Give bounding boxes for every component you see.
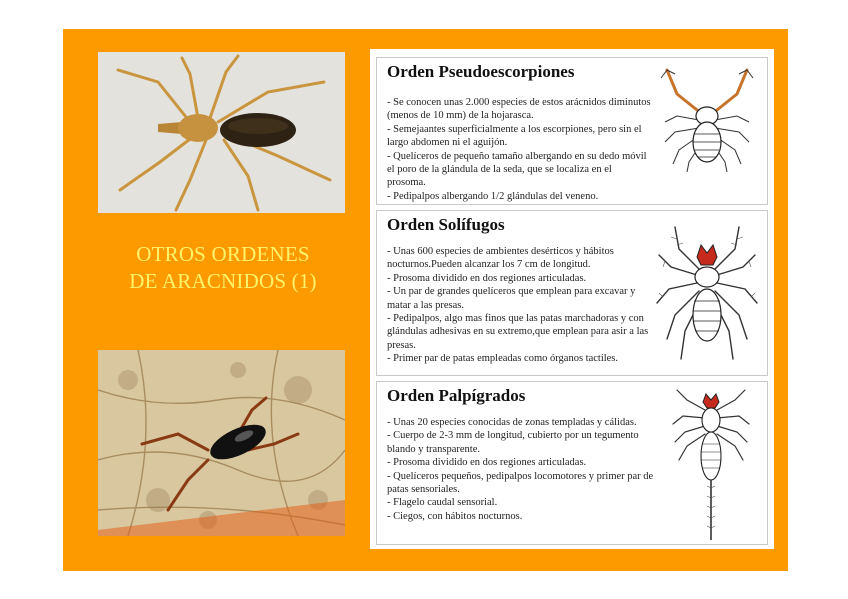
section-heading: Orden Pseudoescorpiones xyxy=(387,62,575,81)
list-item: - Prosoma dividido en dos regiones articuladas. xyxy=(387,272,587,284)
slide-title-line-1: OTROS ORDENES xyxy=(136,242,310,266)
section-heading: Orden Solífugos xyxy=(387,215,505,234)
section-palpigrados xyxy=(376,381,768,545)
list-item: - Unas 20 especies conocidas de zonas templadas y cálidas. xyxy=(387,417,637,428)
list-item: - Pedipalpos albergando 1/2 glándulas del veneno. xyxy=(387,190,599,202)
list-item: - Se conocen unas 2.000 especies de estos arácnidos diminutos (menos de 10 mm) de la hojarasca. xyxy=(387,97,651,122)
solifuge-illustration xyxy=(655,219,759,369)
slide-title-line-2: DE ARACNIDOS (1) xyxy=(129,269,317,293)
section-points xyxy=(387,96,653,203)
list-item: - Flagelo caudal sensorial. xyxy=(387,497,498,509)
list-item: - Quelíceros pequeños, pedipalpos locomotores y primer par de patas sensoriales. xyxy=(387,470,654,496)
section-points xyxy=(387,245,649,366)
slide xyxy=(63,29,788,571)
pseudoscorpion-illustration xyxy=(657,64,757,174)
section-heading: Orden Palpígrados xyxy=(387,386,526,405)
list-item: - Ciegos, con hábitos nocturnos. xyxy=(387,510,523,522)
list-item: - Quelíceros de pequeño tamaño albergando en su dedo móvil el poro de la glándula de la seda, que se localiza en el prosoma. xyxy=(387,150,647,189)
info-panel xyxy=(370,49,774,549)
list-item: - Prosoma dividido en dos regiones articuladas. xyxy=(387,457,587,469)
solifuge-photo xyxy=(98,52,345,213)
list-item: - Semejaantes superficialmente a los escorpiones, pero sin el largo abdomen ni el aguijón. xyxy=(387,123,642,149)
section-solifugos xyxy=(376,210,768,376)
section-pseudoescorpiones xyxy=(376,57,768,205)
section-points xyxy=(387,416,657,523)
list-item: - Primer par de patas empleadas como órganos tactiles. xyxy=(387,353,619,365)
palpigrade-illustration xyxy=(671,384,751,544)
slide-title xyxy=(103,241,343,295)
list-item: - Un par de grandes quelíceros que emplean para excavar y matar a las presas. xyxy=(387,286,636,311)
list-item: - Pedipalpos, algo mas finos que las patas marchadoras y con glándulas adhesivas en su extremo,que emplean para asir a las presas. xyxy=(387,313,649,351)
palpigrade-photo xyxy=(98,350,345,536)
list-item: - Cuerpo de 2-3 mm de longitud, cubierto por un tegumento blando y transparente. xyxy=(387,430,639,455)
list-item: - Unas 600 especies de ambientes desérticos y hábitos nocturnos.Pueden alcanzar los 7 cm de longitud. xyxy=(387,246,614,271)
